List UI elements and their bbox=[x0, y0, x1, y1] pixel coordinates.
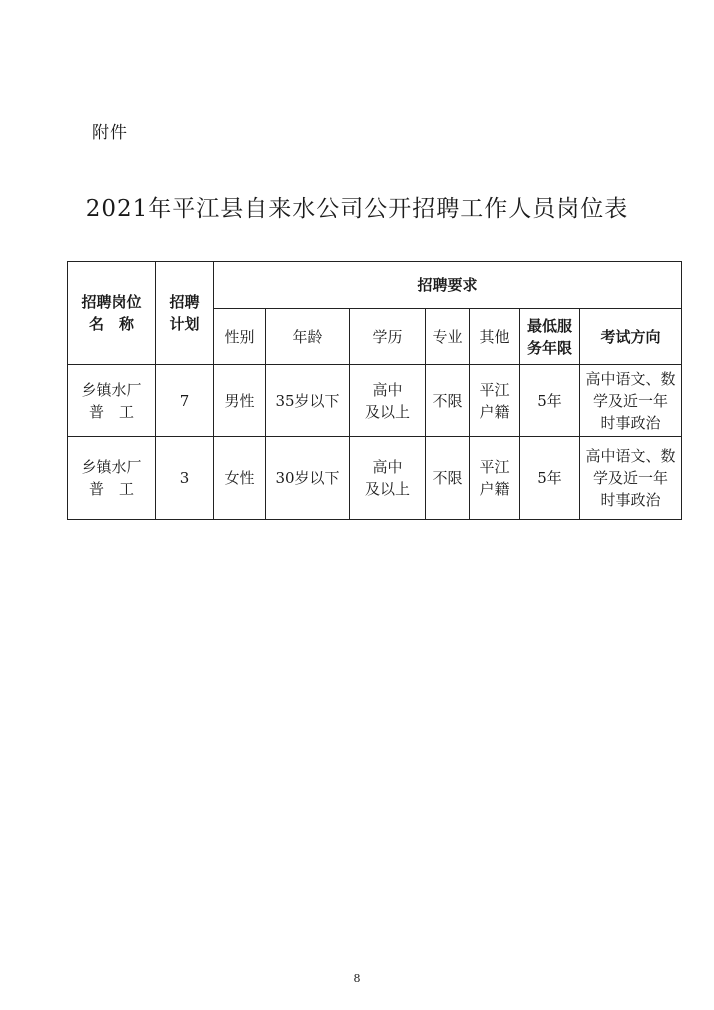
cell-position: 乡镇水厂 普 工 bbox=[68, 437, 156, 520]
cell-plan: 7 bbox=[156, 365, 214, 437]
table-row bbox=[68, 365, 682, 437]
cell-education: 高中 及以上 bbox=[350, 437, 426, 520]
cell-min-service: 5年 bbox=[520, 437, 580, 520]
header-education: 学历 bbox=[350, 309, 426, 365]
cell-other: 平江 户籍 bbox=[470, 365, 520, 437]
job-positions-table bbox=[67, 261, 682, 520]
cell-education: 高中 及以上 bbox=[350, 365, 426, 437]
header-exam: 考试方向 bbox=[580, 309, 682, 365]
cell-age: 35岁以下 bbox=[266, 365, 350, 437]
header-plan: 招聘 计划 bbox=[156, 262, 214, 365]
header-row-top bbox=[68, 262, 682, 309]
cell-position: 乡镇水厂 普 工 bbox=[68, 365, 156, 437]
page-number: 8 bbox=[353, 972, 361, 985]
header-position-name: 招聘岗位 名 称 bbox=[68, 262, 156, 365]
cell-gender: 女性 bbox=[214, 437, 266, 520]
cell-major: 不限 bbox=[426, 365, 470, 437]
cell-exam: 高中语文、数 学及近一年 时事政治 bbox=[580, 437, 682, 520]
table-row bbox=[68, 437, 682, 520]
page-title: 2021年平江县自来水公司公开招聘工作人员岗位表 bbox=[85, 196, 629, 222]
header-major: 专业 bbox=[426, 309, 470, 365]
header-other: 其他 bbox=[470, 309, 520, 365]
header-gender: 性别 bbox=[214, 309, 266, 365]
header-requirements: 招聘要求 bbox=[214, 262, 682, 309]
cell-major: 不限 bbox=[426, 437, 470, 520]
cell-plan: 3 bbox=[156, 437, 214, 520]
attachment-label: 附件 bbox=[92, 123, 128, 143]
cell-min-service: 5年 bbox=[520, 365, 580, 437]
cell-gender: 男性 bbox=[214, 365, 266, 437]
header-age: 年龄 bbox=[266, 309, 350, 365]
header-min-service: 最低服 务年限 bbox=[520, 309, 580, 365]
cell-age: 30岁以下 bbox=[266, 437, 350, 520]
cell-other: 平江 户籍 bbox=[470, 437, 520, 520]
cell-exam: 高中语文、数 学及近一年 时事政治 bbox=[580, 365, 682, 437]
